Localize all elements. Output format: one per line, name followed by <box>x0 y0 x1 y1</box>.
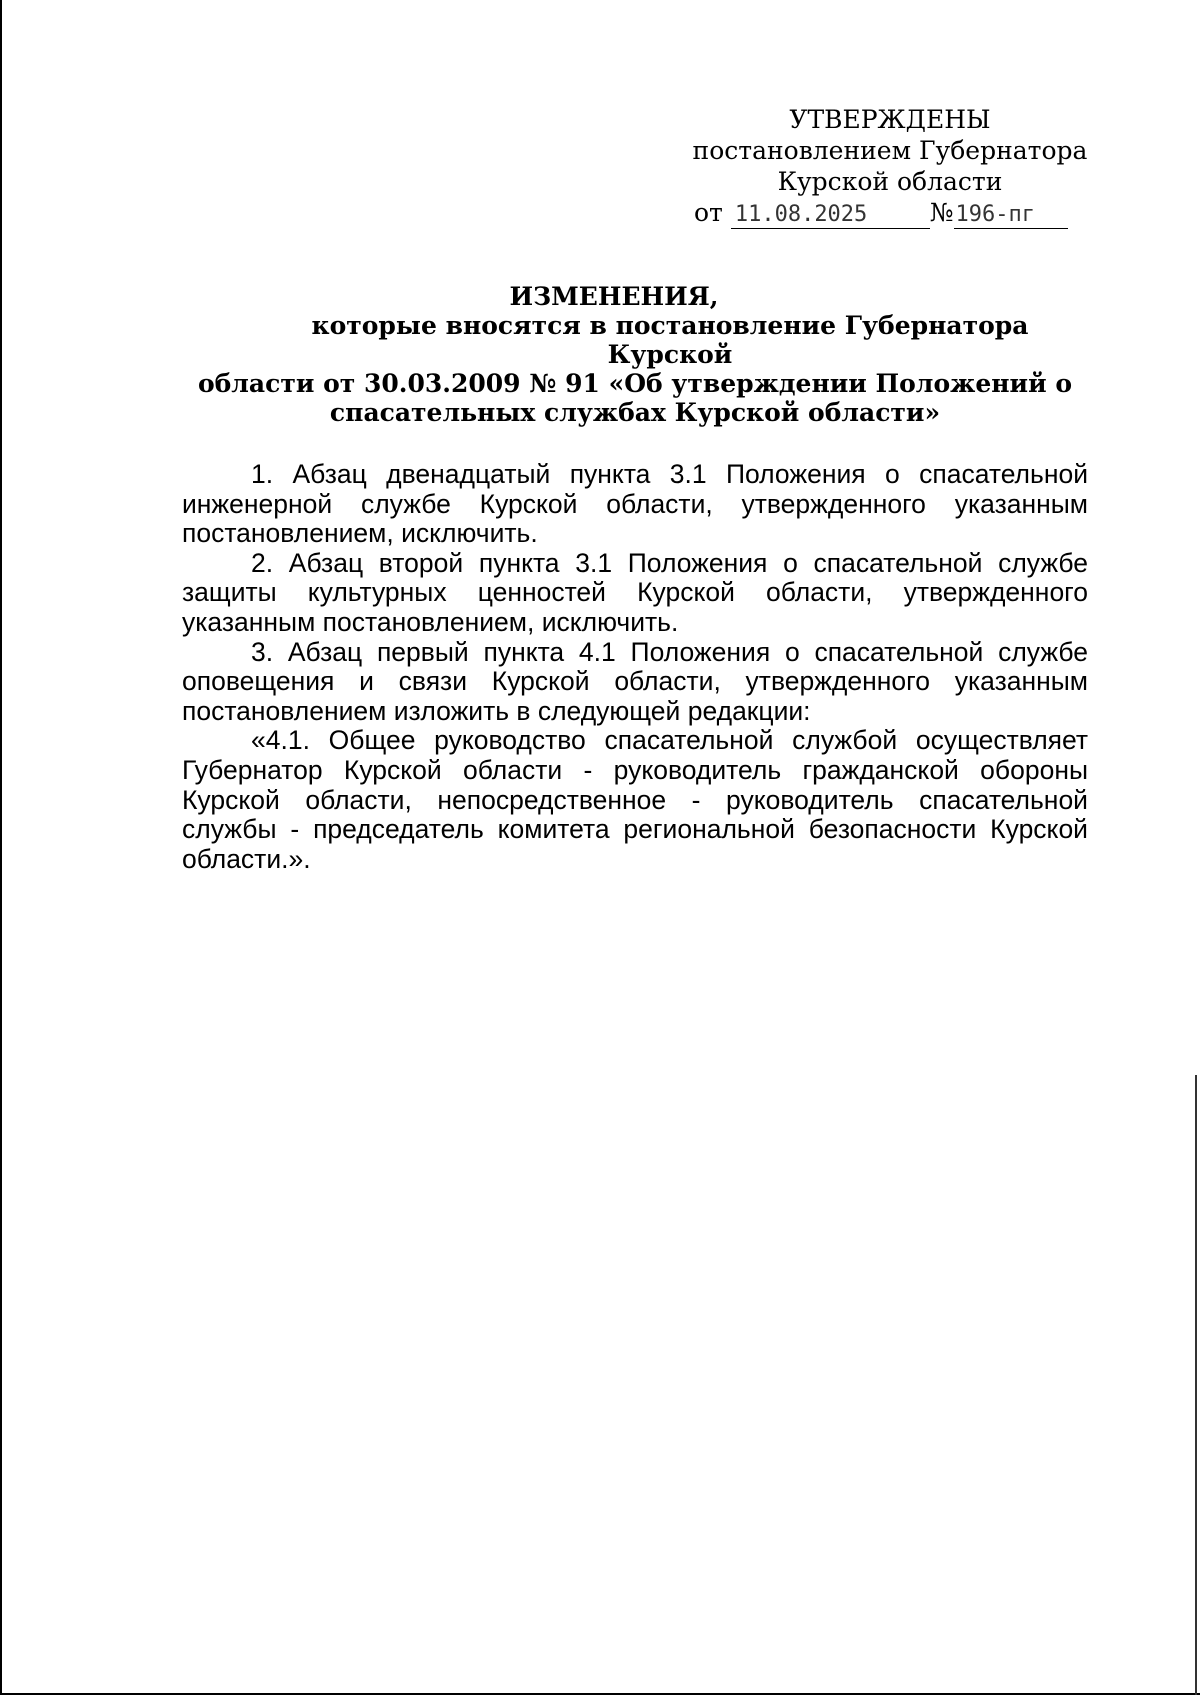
paragraph-2: 2. Абзац второй пункта 3.1 Положения о спасательной службе защиты культурных ценностей Курской области, утвержденного указанным постановлением, исключить. <box>182 547 1088 637</box>
approval-title: УТВЕРЖДЕНЫ <box>789 105 991 134</box>
scan-border-left <box>0 0 2 1695</box>
heading-title: ИЗМЕНЕНИЯ, <box>509 282 719 311</box>
date-prefix: от <box>694 198 723 227</box>
approval-issuer: постановлением Губернатора <box>692 136 1088 165</box>
approval-number-value: 196-пг <box>954 202 1068 229</box>
heading-line-3: области от 30.03.2009 № 91 «Об утверждении Положений о <box>197 369 1073 398</box>
approval-date-value: 11.08.2025 <box>731 202 930 229</box>
approval-region: Курской области <box>777 167 1003 196</box>
paragraph-3: 3. Абзац первый пункта 4.1 Положения о спасательной службе оповещения и связи Курской области, утвержденного указанным постановлением изложить в следующей редакции: <box>182 636 1088 726</box>
approval-stamp-block <box>690 104 1090 229</box>
scan-border-right <box>1195 1075 1197 1695</box>
heading-line-4: спасательных службах Курской области» <box>329 398 941 427</box>
approval-date-number-line <box>690 197 1090 229</box>
paragraph-4: «4.1. Общее руководство спасательной службой осуществляет Губернатор Курской области - руководитель гражданской обороны Курской области, непосредственное - руководитель спасательной службы - председатель комитета региональной безопасности Курской области.». <box>182 725 1088 874</box>
heading-line-2: которые вносятся в постановление Губернатора Курской <box>311 311 1029 369</box>
document-body <box>182 460 1088 874</box>
number-prefix: № <box>929 198 954 227</box>
paragraph-1: 1. Абзац двенадцатый пункта 3.1 Положения о спасательной инженерной службе Курской области, утвержденного указанным постановлением, исключить. <box>182 459 1088 549</box>
document-heading <box>190 282 1080 427</box>
